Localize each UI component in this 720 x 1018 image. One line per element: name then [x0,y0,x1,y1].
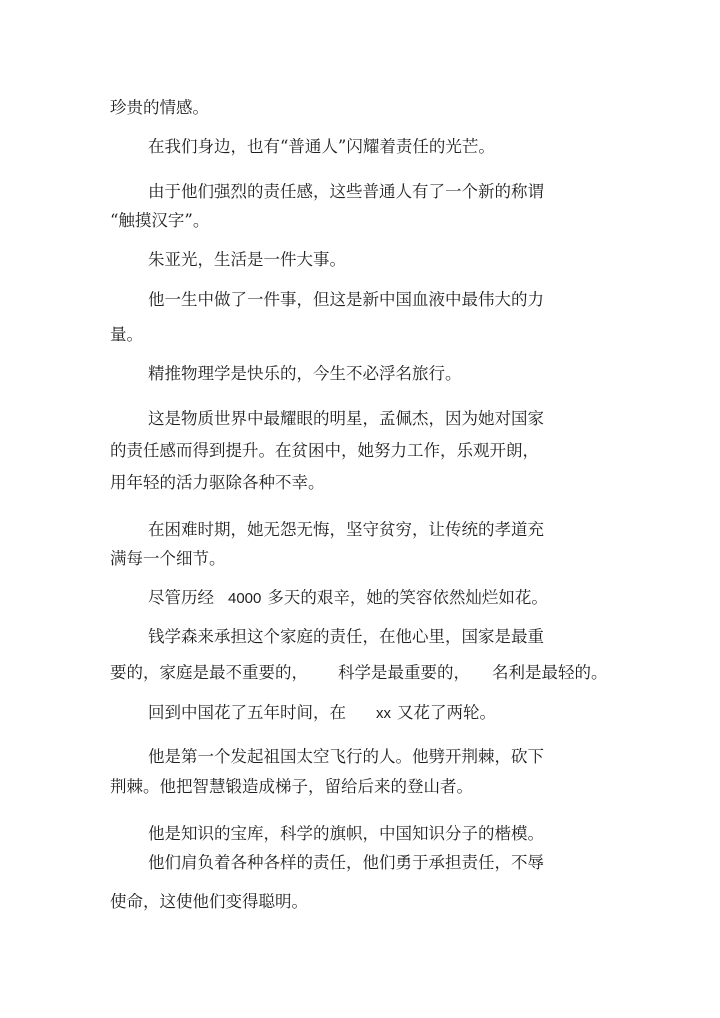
text-segment: 多天的艰辛，她的笑容依然灿烂如花。 [267,588,548,607]
text-segment: 名利是最轻的。 [492,663,608,682]
text-line: 他是第一个发起祖国太空飞行的人。他劈开荆棘，砍下 [148,747,544,766]
text-line: 钱学森来承担这个家庭的责任，在他心里，国家是最重 [148,627,544,646]
placeholder-text: xx [376,705,391,722]
text-line: 他一生中做了一件事，但这是新中国血液中最伟大的力 [148,290,544,309]
text-line: 量。 [110,325,143,344]
text-line: 在我们身边，也有“普通人”闪耀着责任的光芒。 [148,137,495,156]
text-line-4000 [148,587,548,610]
text-line: 朱亚光，生活是一件大事。 [148,250,346,269]
number-text: 4000 [228,590,262,607]
text-segment: 又花了两轮。 [397,703,496,722]
text-line: 在困难时期，她无怨无悔，坚守贫穷，让传统的孝道充 [148,520,544,539]
text-line: 由于他们强烈的责任感，这些普通人有了一个新的称谓 [148,182,544,201]
text-line: 满每一个细节。 [110,549,226,568]
text-segment: 尽管历经 [148,588,214,607]
text-line: 珍贵的情感。 [110,98,209,117]
text-line: 他们肩负着各种各样的责任，他们勇于承担责任，不辱 [148,853,544,872]
text-line-xx [148,702,496,725]
text-segment: 要的，家庭是最不重要的， [110,663,308,682]
text-segment: 科学是最重要的， [338,663,470,682]
text-line: 用年轻的活力驱除各种不幸。 [110,473,325,492]
text-line: 的责任感而得到提升。在贫困中，她努力工作，乐观开朗， [110,441,539,460]
text-line-family [110,662,608,684]
text-line: 这是物质世界中最耀眼的明星，孟佩杰，因为她对国家 [148,409,544,428]
text-line: 荆棘。他把智慧锻造成梯子，留给后来的登山者。 [110,777,473,796]
text-line: 使命，这使他们变得聪明。 [110,892,308,911]
text-line: 精推物理学是快乐的，今生不必浮名旅行。 [148,364,462,383]
text-segment: 回到中国花了五年时间，在 [148,703,346,722]
text-line: 他是知识的宝库，科学的旗帜，中国知识分子的楷模。 [148,824,544,843]
text-line: “触摸汉字”。 [110,211,210,230]
